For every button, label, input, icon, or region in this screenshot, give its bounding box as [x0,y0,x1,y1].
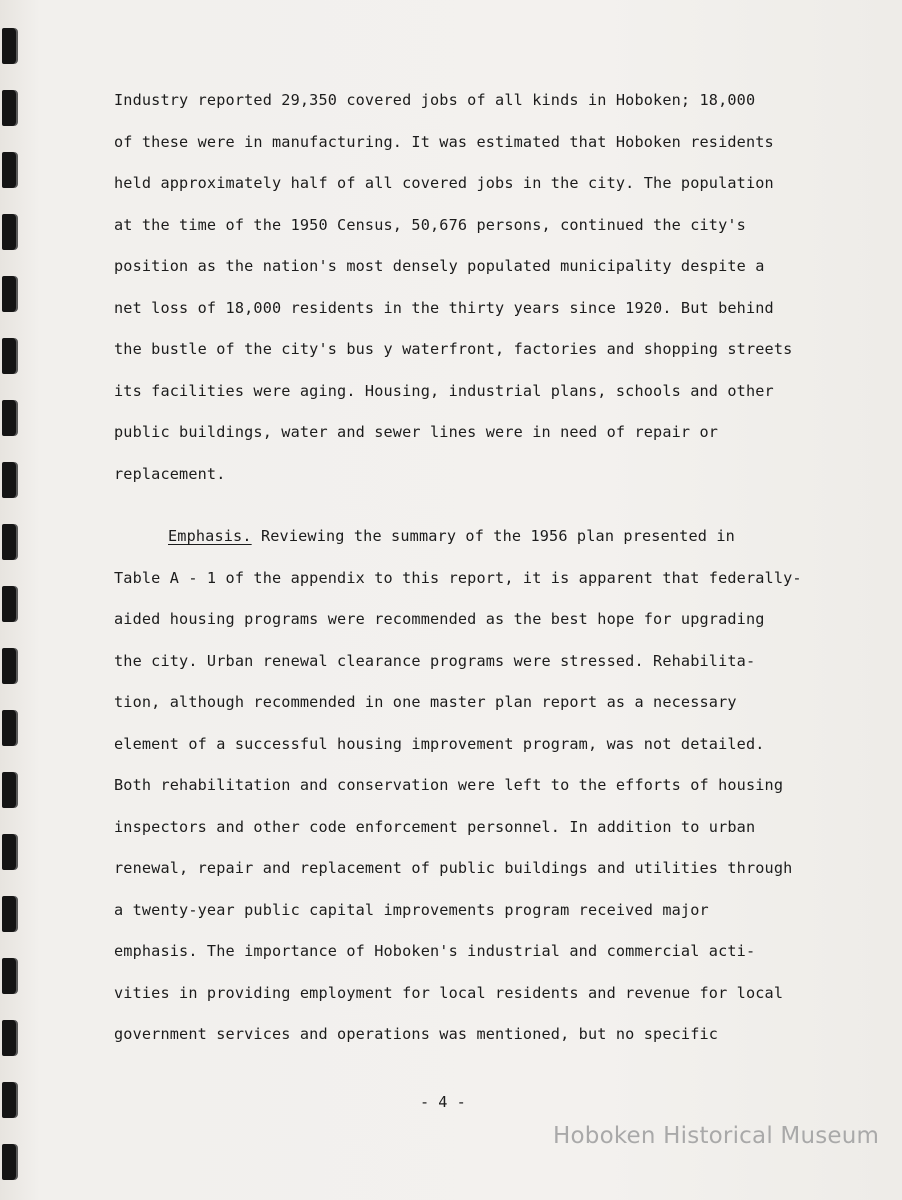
binding-hole [2,214,16,250]
binding-hole [2,400,16,436]
text-line: of these were in manufacturing. It was estimated that Hoboken residents [114,132,774,151]
binding-hole [2,28,16,64]
text-line: held approximately half of all covered jobs in the city. The population [114,174,774,192]
paragraph-first-line [168,516,735,557]
page-number: - 4 - [420,1093,466,1111]
text-line: Table A - 1 of the appendix to this report, it is apparent that federally- [114,568,802,587]
text-line: replacement. [114,464,226,483]
text-line: public buildings, water and sewer lines were in need of repair or [114,423,719,441]
binding-hole [2,1144,16,1180]
binding-hole [2,586,16,622]
binding-hole [2,772,16,808]
museum-watermark: Hoboken Historical Museum [553,1123,880,1149]
binding-hole [2,1020,16,1056]
text-line: at the time of the 1950 Census, 50,676 persons, continued the city's [114,215,746,234]
spiral-binding [0,0,24,1200]
text-line: its facilities were aging. Housing, industrial plans, schools and other [114,381,774,400]
binding-hole [2,462,16,498]
text-line: the city. Urban renewal clearance programs were stressed. Rehabilita- [114,651,756,670]
text-line: a twenty-year public capital improvements program received major [114,900,709,919]
binding-hole [2,338,16,374]
section-heading: Emphasis. [168,527,252,545]
text-line: aided housing programs were recommended as the best hope for upgrading [114,610,765,628]
binding-hole [2,648,16,684]
binding-hole [2,276,16,312]
text-line: government services and operations was mentioned, but no specific [114,1025,719,1043]
binding-hole [2,152,16,188]
binding-hole [2,524,16,560]
text-line: tion, although recommended in one master plan report as a necessary [114,693,737,711]
text-line: renewal, repair and replacement of public buildings and utilities through [114,859,793,877]
text-line: element of a successful housing improvement program, was not detailed. [114,734,765,753]
text-line: inspectors and other code enforcement personnel. In addition to urban [114,817,756,836]
text-line: net loss of 18,000 residents in the thirty years since 1920. But behind [114,298,774,317]
binding-hole [2,1082,16,1118]
text-line: emphasis. The importance of Hoboken's industrial and commercial acti- [114,942,756,960]
binding-hole [2,958,16,994]
text-line: Industry reported 29,350 covered jobs of all kinds in Hoboken; 18,000 [114,91,756,109]
text-line: Reviewing the summary of the 1956 plan presented in [251,527,735,545]
text-line: Both rehabilitation and conservation were left to the efforts of housing [114,776,784,794]
text-line: the bustle of the city's bus y waterfront, factories and shopping streets [114,340,793,358]
binding-hole [2,896,16,932]
binding-hole [2,90,16,126]
binding-hole [2,710,16,746]
text-line: position as the nation's most densely populated municipality despite a [114,257,765,275]
text-line: vities in providing employment for local residents and revenue for local [114,983,784,1002]
binding-hole [2,834,16,870]
